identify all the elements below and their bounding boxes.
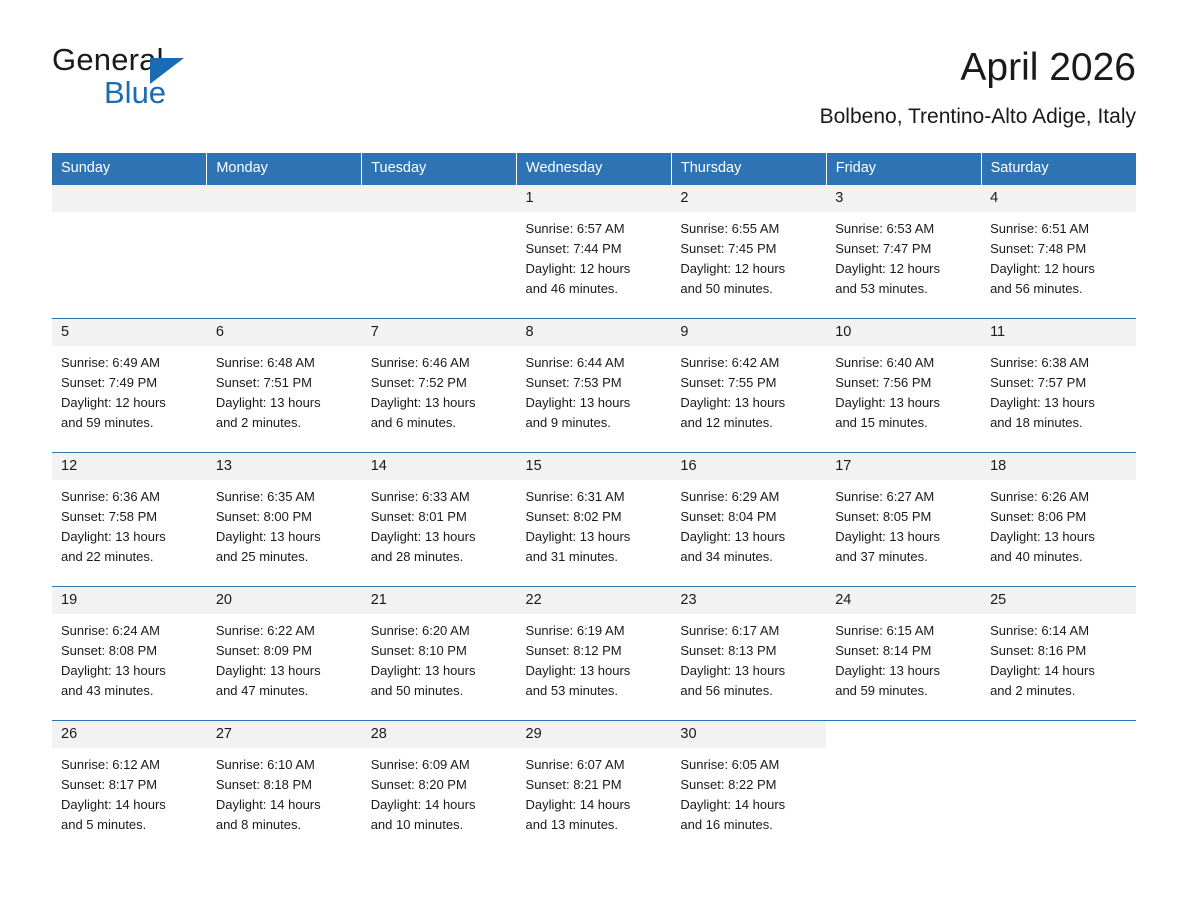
day-detail-line: Daylight: 12 hours xyxy=(680,261,786,277)
day-detail-line: Sunset: 8:08 PM xyxy=(61,643,158,659)
day-detail-line: Daylight: 12 hours xyxy=(990,261,1095,277)
day-details xyxy=(671,748,826,836)
day-detail-line: Sunrise: 6:12 AM xyxy=(61,756,160,772)
calendar-day-cell[interactable] xyxy=(52,586,207,720)
day-number: 17 xyxy=(826,453,981,480)
day-number: 11 xyxy=(981,319,1136,346)
day-detail-line: Daylight: 14 hours xyxy=(370,797,476,813)
day-detail-line: Sunrise: 6:40 AM xyxy=(835,354,935,370)
day-detail-line: and 56 minutes. xyxy=(680,683,773,699)
calendar-day-cell[interactable] xyxy=(362,720,517,854)
day-number: 13 xyxy=(207,453,362,480)
calendar-day-cell[interactable] xyxy=(52,318,207,452)
day-detail-line: Sunset: 8:21 PM xyxy=(525,777,622,793)
day-detail-line: Sunset: 8:18 PM xyxy=(215,777,312,793)
day-detail-line: Sunset: 7:47 PM xyxy=(835,241,932,257)
day-detail-line: Sunrise: 6:22 AM xyxy=(215,622,315,638)
day-detail-line: and 9 minutes. xyxy=(525,415,611,431)
day-details xyxy=(362,346,517,434)
day-number: 27 xyxy=(207,721,362,748)
calendar-day-cell[interactable] xyxy=(981,586,1136,720)
day-detail-line: Sunset: 7:57 PM xyxy=(990,375,1087,391)
calendar-empty-cell xyxy=(362,184,517,318)
day-number: 6 xyxy=(207,319,362,346)
day-number: 3 xyxy=(826,185,981,212)
day-detail-line: Daylight: 13 hours xyxy=(61,529,166,545)
calendar-day-cell[interactable] xyxy=(671,720,826,854)
day-detail-line: Sunset: 7:52 PM xyxy=(370,375,467,391)
day-detail-line: and 5 minutes. xyxy=(61,817,147,833)
day-details xyxy=(826,346,981,434)
calendar-empty-cell xyxy=(52,184,207,318)
day-detail-line: Sunset: 8:02 PM xyxy=(525,509,622,525)
day-detail-line: and 15 minutes. xyxy=(835,415,928,431)
day-detail-line: Sunrise: 6:42 AM xyxy=(680,354,780,370)
weekday-header-tuesday: Tuesday xyxy=(362,153,517,185)
day-detail-line: Daylight: 14 hours xyxy=(990,663,1095,679)
day-detail-line: Daylight: 14 hours xyxy=(61,797,166,813)
day-detail-line: and 37 minutes. xyxy=(835,549,928,565)
day-detail-line: and 53 minutes. xyxy=(835,281,928,297)
calendar-day-cell[interactable] xyxy=(207,318,362,452)
calendar-day-cell[interactable] xyxy=(517,318,672,452)
calendar-table xyxy=(52,153,1136,855)
day-number: 18 xyxy=(981,453,1136,480)
day-detail-line: Daylight: 12 hours xyxy=(525,261,631,277)
calendar-day-cell[interactable] xyxy=(981,318,1136,452)
day-detail-line: and 31 minutes. xyxy=(525,549,619,565)
day-detail-line: and 59 minutes. xyxy=(835,683,928,699)
day-details xyxy=(362,748,517,836)
day-number: 23 xyxy=(671,587,826,614)
day-details xyxy=(52,748,207,836)
day-detail-line: Sunrise: 6:05 AM xyxy=(680,756,780,772)
day-detail-line: Sunrise: 6:33 AM xyxy=(370,488,470,504)
calendar-day-cell[interactable] xyxy=(826,586,981,720)
weekday-header-row xyxy=(52,153,1136,185)
day-number: 15 xyxy=(517,453,672,480)
logo-text-blue: Blue xyxy=(104,75,167,110)
day-detail-line: and 47 minutes. xyxy=(215,683,309,699)
day-detail-line: Sunset: 8:12 PM xyxy=(525,643,622,659)
day-number: 4 xyxy=(981,185,1136,212)
day-detail-line: and 43 minutes. xyxy=(61,683,154,699)
generalblue-logo xyxy=(52,44,202,114)
day-detail-line: and 22 minutes. xyxy=(61,549,154,565)
day-number: 26 xyxy=(52,721,207,748)
day-number xyxy=(207,185,362,212)
day-detail-line: Sunset: 7:48 PM xyxy=(990,241,1087,257)
day-detail-line: and 46 minutes. xyxy=(525,281,619,297)
day-detail-line: Sunset: 7:53 PM xyxy=(525,375,622,391)
day-detail-line: Daylight: 14 hours xyxy=(525,797,631,813)
day-details xyxy=(826,748,981,755)
calendar-day-cell[interactable] xyxy=(671,318,826,452)
calendar-empty-cell xyxy=(826,720,981,854)
day-details xyxy=(671,614,826,702)
day-detail-line: Sunset: 7:45 PM xyxy=(680,241,777,257)
day-details xyxy=(826,212,981,300)
day-detail-line: Sunset: 8:14 PM xyxy=(835,643,932,659)
day-detail-line: Daylight: 13 hours xyxy=(61,663,166,679)
day-detail-line: and 16 minutes. xyxy=(680,817,773,833)
calendar-day-cell[interactable] xyxy=(517,184,672,318)
day-number: 25 xyxy=(981,587,1136,614)
day-detail-line: Sunrise: 6:07 AM xyxy=(525,756,625,772)
day-detail-line: and 25 minutes. xyxy=(215,549,309,565)
calendar-week-row xyxy=(52,452,1136,586)
day-detail-line: Sunrise: 6:29 AM xyxy=(680,488,780,504)
day-detail-line: Sunset: 7:56 PM xyxy=(835,375,932,391)
day-detail-line: and 2 minutes. xyxy=(215,415,302,431)
day-detail-line: Sunrise: 6:38 AM xyxy=(990,354,1090,370)
day-details xyxy=(671,212,826,300)
calendar-day-cell[interactable] xyxy=(52,452,207,586)
calendar-day-cell[interactable] xyxy=(671,184,826,318)
day-detail-line: Daylight: 12 hours xyxy=(835,261,940,277)
day-detail-line: Daylight: 13 hours xyxy=(525,529,631,545)
day-detail-line: Sunrise: 6:36 AM xyxy=(61,488,160,504)
day-number: 22 xyxy=(517,587,672,614)
day-detail-line: and 56 minutes. xyxy=(990,281,1083,297)
day-detail-line: Sunset: 8:13 PM xyxy=(680,643,777,659)
day-detail-line: Sunrise: 6:20 AM xyxy=(370,622,470,638)
weekday-header-sunday: Sunday xyxy=(52,153,207,185)
day-details xyxy=(517,748,672,836)
day-detail-line: and 12 minutes. xyxy=(680,415,773,431)
day-detail-line: Sunset: 8:16 PM xyxy=(990,643,1087,659)
location-subtitle: Bolbeno, Trentino-Alto Adige, Italy xyxy=(819,104,1136,128)
day-details xyxy=(826,614,981,702)
day-number: 28 xyxy=(362,721,517,748)
calendar-day-cell[interactable] xyxy=(981,452,1136,586)
calendar-week-row xyxy=(52,318,1136,452)
calendar-day-cell[interactable] xyxy=(826,452,981,586)
day-details xyxy=(517,480,672,568)
day-details xyxy=(517,614,672,702)
day-detail-line: Daylight: 13 hours xyxy=(680,395,786,411)
calendar-day-cell[interactable] xyxy=(671,586,826,720)
day-number: 29 xyxy=(517,721,672,748)
day-detail-line: Sunrise: 6:48 AM xyxy=(215,354,315,370)
calendar-day-cell[interactable] xyxy=(981,184,1136,318)
calendar-empty-cell xyxy=(207,184,362,318)
title-block xyxy=(820,44,1136,129)
day-details xyxy=(981,212,1136,300)
day-detail-line: Daylight: 13 hours xyxy=(525,663,631,679)
day-details xyxy=(362,480,517,568)
day-detail-line: Daylight: 13 hours xyxy=(215,395,321,411)
day-detail-line: Sunrise: 6:17 AM xyxy=(680,622,780,638)
day-number: 24 xyxy=(826,587,981,614)
day-detail-line: Daylight: 13 hours xyxy=(990,395,1095,411)
day-number: 10 xyxy=(826,319,981,346)
day-detail-line: and 10 minutes. xyxy=(370,817,464,833)
calendar-day-cell[interactable] xyxy=(517,452,672,586)
day-detail-line: and 13 minutes. xyxy=(525,817,619,833)
day-detail-line: Sunrise: 6:24 AM xyxy=(61,622,160,638)
day-detail-line: Sunrise: 6:49 AM xyxy=(61,354,160,370)
day-details xyxy=(981,480,1136,568)
day-detail-line: Daylight: 13 hours xyxy=(835,395,940,411)
day-details xyxy=(826,480,981,568)
day-details xyxy=(671,480,826,568)
day-detail-line: Sunset: 8:17 PM xyxy=(61,777,158,793)
day-details xyxy=(981,346,1136,434)
day-detail-line: Sunrise: 6:44 AM xyxy=(525,354,625,370)
day-detail-line: Daylight: 13 hours xyxy=(215,529,321,545)
logo-triangle-icon xyxy=(150,58,184,84)
day-detail-line: Daylight: 13 hours xyxy=(680,529,786,545)
day-detail-line: and 28 minutes. xyxy=(370,549,464,565)
calendar-day-cell[interactable] xyxy=(52,720,207,854)
page-title: April 2026 xyxy=(960,46,1136,89)
day-detail-line: and 2 minutes. xyxy=(990,683,1076,699)
day-detail-line: Daylight: 13 hours xyxy=(370,529,476,545)
day-detail-line: and 50 minutes. xyxy=(680,281,773,297)
day-detail-line: Sunrise: 6:10 AM xyxy=(215,756,315,772)
day-number xyxy=(981,721,1136,748)
day-detail-line: Sunset: 8:10 PM xyxy=(370,643,467,659)
day-details xyxy=(207,614,362,702)
day-detail-line: and 40 minutes. xyxy=(990,549,1083,565)
weekday-header-friday: Friday xyxy=(826,153,981,185)
day-details xyxy=(981,614,1136,702)
day-number: 1 xyxy=(517,185,672,212)
calendar-day-cell[interactable] xyxy=(362,318,517,452)
day-number: 12 xyxy=(52,453,207,480)
day-detail-line: Daylight: 14 hours xyxy=(215,797,321,813)
day-detail-line: Daylight: 12 hours xyxy=(61,395,166,411)
day-details xyxy=(52,346,207,434)
day-number: 19 xyxy=(52,587,207,614)
calendar-week-row xyxy=(52,720,1136,854)
calendar-day-cell[interactable] xyxy=(517,720,672,854)
day-detail-line: and 59 minutes. xyxy=(61,415,154,431)
day-detail-line: Sunset: 8:04 PM xyxy=(680,509,777,525)
day-number: 8 xyxy=(517,319,672,346)
day-detail-line: Sunrise: 6:19 AM xyxy=(525,622,625,638)
day-detail-line: Sunset: 7:44 PM xyxy=(525,241,622,257)
day-number: 7 xyxy=(362,319,517,346)
calendar-day-cell[interactable] xyxy=(207,452,362,586)
day-details xyxy=(517,346,672,434)
day-detail-line: Sunrise: 6:57 AM xyxy=(525,220,625,236)
day-detail-line: Daylight: 13 hours xyxy=(215,663,321,679)
day-details xyxy=(207,748,362,836)
day-detail-line: Daylight: 13 hours xyxy=(525,395,631,411)
day-detail-line: Daylight: 13 hours xyxy=(990,529,1095,545)
day-number: 21 xyxy=(362,587,517,614)
day-detail-line: and 6 minutes. xyxy=(370,415,456,431)
day-detail-line: Daylight: 14 hours xyxy=(680,797,786,813)
calendar-day-cell[interactable] xyxy=(207,586,362,720)
calendar-day-cell[interactable] xyxy=(517,586,672,720)
day-detail-line: Sunset: 7:55 PM xyxy=(680,375,777,391)
calendar-day-cell[interactable] xyxy=(826,318,981,452)
weekday-header-thursday: Thursday xyxy=(671,153,826,185)
day-details xyxy=(207,346,362,434)
day-detail-line: Sunrise: 6:55 AM xyxy=(680,220,780,236)
day-detail-line: Sunrise: 6:51 AM xyxy=(990,220,1090,236)
day-details xyxy=(52,614,207,702)
day-details xyxy=(362,614,517,702)
calendar-empty-cell xyxy=(981,720,1136,854)
day-details xyxy=(52,480,207,568)
calendar-week-row xyxy=(52,184,1136,318)
day-detail-line: Sunrise: 6:26 AM xyxy=(990,488,1090,504)
day-number: 9 xyxy=(671,319,826,346)
day-detail-line: Sunset: 8:00 PM xyxy=(215,509,312,525)
day-detail-line: Sunset: 7:49 PM xyxy=(61,375,158,391)
day-detail-line: and 18 minutes. xyxy=(990,415,1083,431)
day-details xyxy=(207,480,362,568)
day-detail-line: Sunset: 8:22 PM xyxy=(680,777,777,793)
calendar-week-row xyxy=(52,586,1136,720)
weekday-header-monday: Monday xyxy=(207,153,362,185)
weekday-header-wednesday: Wednesday xyxy=(517,153,672,185)
day-detail-line: Sunset: 7:58 PM xyxy=(61,509,158,525)
calendar-body xyxy=(52,184,1136,854)
day-details xyxy=(517,212,672,300)
day-detail-line: and 8 minutes. xyxy=(215,817,302,833)
day-detail-line: Sunrise: 6:14 AM xyxy=(990,622,1090,638)
day-number: 14 xyxy=(362,453,517,480)
day-detail-line: Sunrise: 6:35 AM xyxy=(215,488,315,504)
day-detail-line: Sunset: 8:05 PM xyxy=(835,509,932,525)
day-detail-line: and 34 minutes. xyxy=(680,549,773,565)
day-detail-line: Sunrise: 6:53 AM xyxy=(835,220,935,236)
day-details xyxy=(671,346,826,434)
page-header xyxy=(52,0,1136,129)
calendar-day-cell[interactable] xyxy=(362,452,517,586)
day-number: 30 xyxy=(671,721,826,748)
calendar-day-cell[interactable] xyxy=(207,720,362,854)
day-number xyxy=(362,185,517,212)
day-detail-line: Daylight: 13 hours xyxy=(835,663,940,679)
day-detail-line: Daylight: 13 hours xyxy=(370,663,476,679)
day-number: 2 xyxy=(671,185,826,212)
day-detail-line: Daylight: 13 hours xyxy=(370,395,476,411)
day-detail-line: Sunset: 8:20 PM xyxy=(370,777,467,793)
day-detail-line: Sunrise: 6:46 AM xyxy=(370,354,470,370)
day-number: 20 xyxy=(207,587,362,614)
calendar-day-cell[interactable] xyxy=(362,586,517,720)
weekday-header-saturday: Saturday xyxy=(981,153,1136,185)
day-detail-line: Sunset: 8:01 PM xyxy=(370,509,467,525)
day-details xyxy=(981,748,1136,755)
day-number: 5 xyxy=(52,319,207,346)
day-number xyxy=(52,185,207,212)
calendar-day-cell[interactable] xyxy=(671,452,826,586)
calendar-day-cell[interactable] xyxy=(826,184,981,318)
day-detail-line: Sunrise: 6:15 AM xyxy=(835,622,935,638)
logo-text-general: General xyxy=(52,42,164,77)
day-detail-line: Daylight: 13 hours xyxy=(680,663,786,679)
day-detail-line: and 53 minutes. xyxy=(525,683,619,699)
day-detail-line: Sunrise: 6:09 AM xyxy=(370,756,470,772)
day-detail-line: Sunrise: 6:27 AM xyxy=(835,488,935,504)
day-detail-line: and 50 minutes. xyxy=(370,683,464,699)
day-detail-line: Sunset: 8:09 PM xyxy=(215,643,312,659)
day-detail-line: Sunset: 7:51 PM xyxy=(215,375,312,391)
day-detail-line: Sunset: 8:06 PM xyxy=(990,509,1087,525)
day-detail-line: Sunrise: 6:31 AM xyxy=(525,488,625,504)
day-number: 16 xyxy=(671,453,826,480)
day-number xyxy=(826,721,981,748)
day-detail-line: Daylight: 13 hours xyxy=(835,529,940,545)
